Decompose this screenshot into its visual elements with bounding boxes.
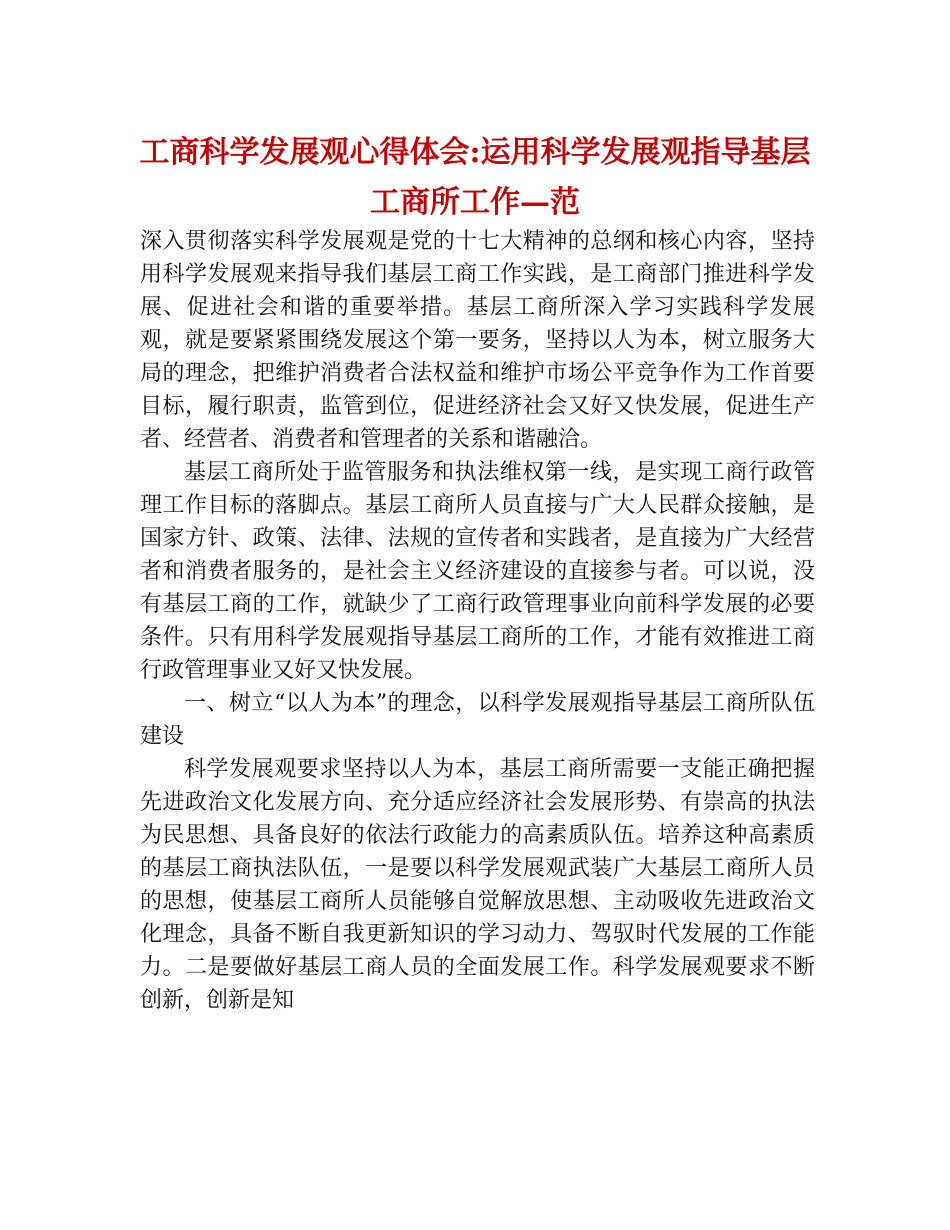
- paragraph-team-building: 科学发展观要求坚持以人为本，基层工商所需要一支能正确把握先进政治文化发展方向、充分适应经济社会发展形势、有崇高的执法为民思想、具备良好的依法行政能力的高素质队伍。培养这种高素质的基层工商执法队伍，一是要以科学发展观武装广大基层工商所人员的思想，使基层工商所人员能够自觉解放思想、主动吸收先进政治文化理念，具备不断自我更新知识的学习动力、驾驭时代发展的工作能力。二是要做好基层工商人员的全面发展工作。科学发展观要求不断创新，创新是知: [140, 757, 815, 1013]
- paragraph-grassroots-role: 基层工商所处于监管服务和执法维权第一线，是实现工商行政管理工作目标的落脚点。基层工商所人员直接与广大人民群众接触，是国家方针、政策、法律、法规的宣传者和实践者，是直接为广大经营者和消费者服务的，是社会主义经济建设的直接参与者。可以说，没有基层工商的工作，就缺少了工商行政管理事业向前科学发展的必要条件。只有用科学发展观指导基层工商所的工作，才能有效推进工商行政管理事业又好又快发展。: [140, 460, 815, 683]
- document-title: 工商科学发展观心得体会:运用科学发展观指导基层工商所工作—范: [139, 135, 811, 220]
- section-heading-1: 一、树立“以人为本”的理念，以科学发展观指导基层工商所队伍建设: [140, 691, 815, 749]
- document-body: [140, 225, 815, 1017]
- paragraph-intro: 深入贯彻落实科学发展观是党的十七大精神的总纲和核心内容，坚持用科学发展观来指导我们基层工商工作实践，是工商部门推进科学发展、促进社会和谐的重要举措。基层工商所深入学习实践科学发展观，就是要紧紧围绕发展这个第一要务，坚持以人为本，树立服务大局的理念，把维护消费者合法权益和维护市场公平竞争作为工作首要目标，履行职责，监管到位，促进经济社会又好又快发展，促进生产者、经营者、消费者和管理者的关系和谐融洽。: [140, 229, 815, 452]
